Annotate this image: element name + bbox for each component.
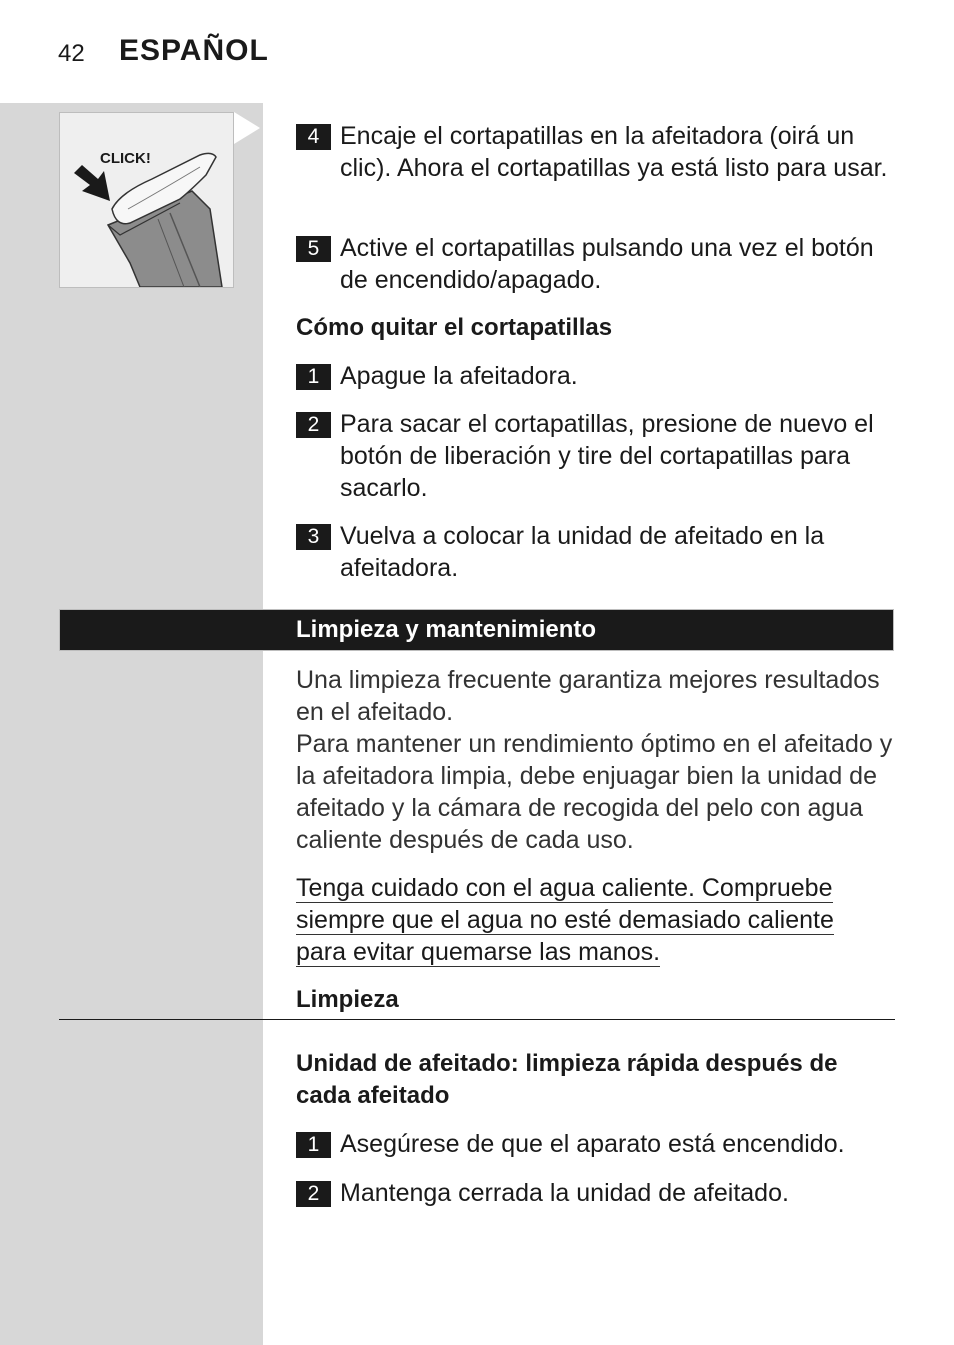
step-number: 3 <box>296 524 331 550</box>
step-number: 5 <box>296 236 331 262</box>
list-item <box>296 120 896 216</box>
list-item <box>296 232 896 296</box>
list-item <box>296 360 896 392</box>
section-banner <box>59 609 894 651</box>
banner-title: Limpieza y mantenimiento <box>296 616 597 643</box>
step-text: Para sacar el cortapatillas, presione de nuevo el botón de liberación y tire del cortapatillas para sacarlo. <box>340 410 874 502</box>
trimmer-attach-illustration <box>59 112 234 288</box>
section-heading: Unidad de afeitado: limpieza rápida después de cada afeitado <box>296 1050 838 1109</box>
warning-line: Tenga cuidado con el agua caliente. Compruebe <box>296 874 833 902</box>
page-number: 42 <box>58 40 85 67</box>
step-text: Apague la afeitadora. <box>340 362 578 390</box>
gray-sidebar <box>0 103 263 1345</box>
list-item <box>296 1177 896 1209</box>
section-heading: Cómo quitar el cortapatillas <box>296 314 613 341</box>
list-item <box>296 408 896 504</box>
step-number: 1 <box>296 364 331 390</box>
intro-paragraph: Una limpieza frecuente garantiza mejores resultados en el afeitado. <box>296 666 880 726</box>
click-label: CLICK! <box>100 150 151 167</box>
step-number: 2 <box>296 1181 331 1207</box>
warning-line: siempre que el agua no esté demasiado caliente <box>296 906 834 934</box>
divider <box>59 1019 895 1020</box>
step-number: 2 <box>296 412 331 438</box>
intro-paragraph: Para mantener un rendimiento óptimo en el afeitado y la afeitadora limpia, debe enjuagar bien la unidad de afeitado y la cámara de recogida del pelo con agua caliente después de cada uso. <box>296 730 893 854</box>
language-title: ESPAÑOL <box>119 34 269 67</box>
step-text: Encaje el cortapatillas en la afeitadora (oirá un clic). Ahora el cortapatillas ya está listo para usar. <box>340 122 888 182</box>
list-item <box>296 520 896 584</box>
list-item <box>296 1128 896 1160</box>
trimmer-illustration-icon <box>60 113 233 287</box>
warning-note <box>296 872 866 968</box>
step-number: 1 <box>296 1132 331 1158</box>
illustration-pointer <box>234 112 260 144</box>
step-text: Asegúrese de que el aparato está encendido. <box>340 1130 845 1158</box>
step-text: Active el cortapatillas pulsando una vez el botón de encendido/apagado. <box>340 234 874 294</box>
section-subheading: Limpieza <box>296 986 399 1013</box>
step-number: 4 <box>296 124 331 150</box>
warning-line: para evitar quemarse las manos. <box>296 938 661 966</box>
step-text: Mantenga cerrada la unidad de afeitado. <box>340 1179 789 1207</box>
step-text: Vuelva a colocar la unidad de afeitado en la afeitadora. <box>340 522 825 582</box>
